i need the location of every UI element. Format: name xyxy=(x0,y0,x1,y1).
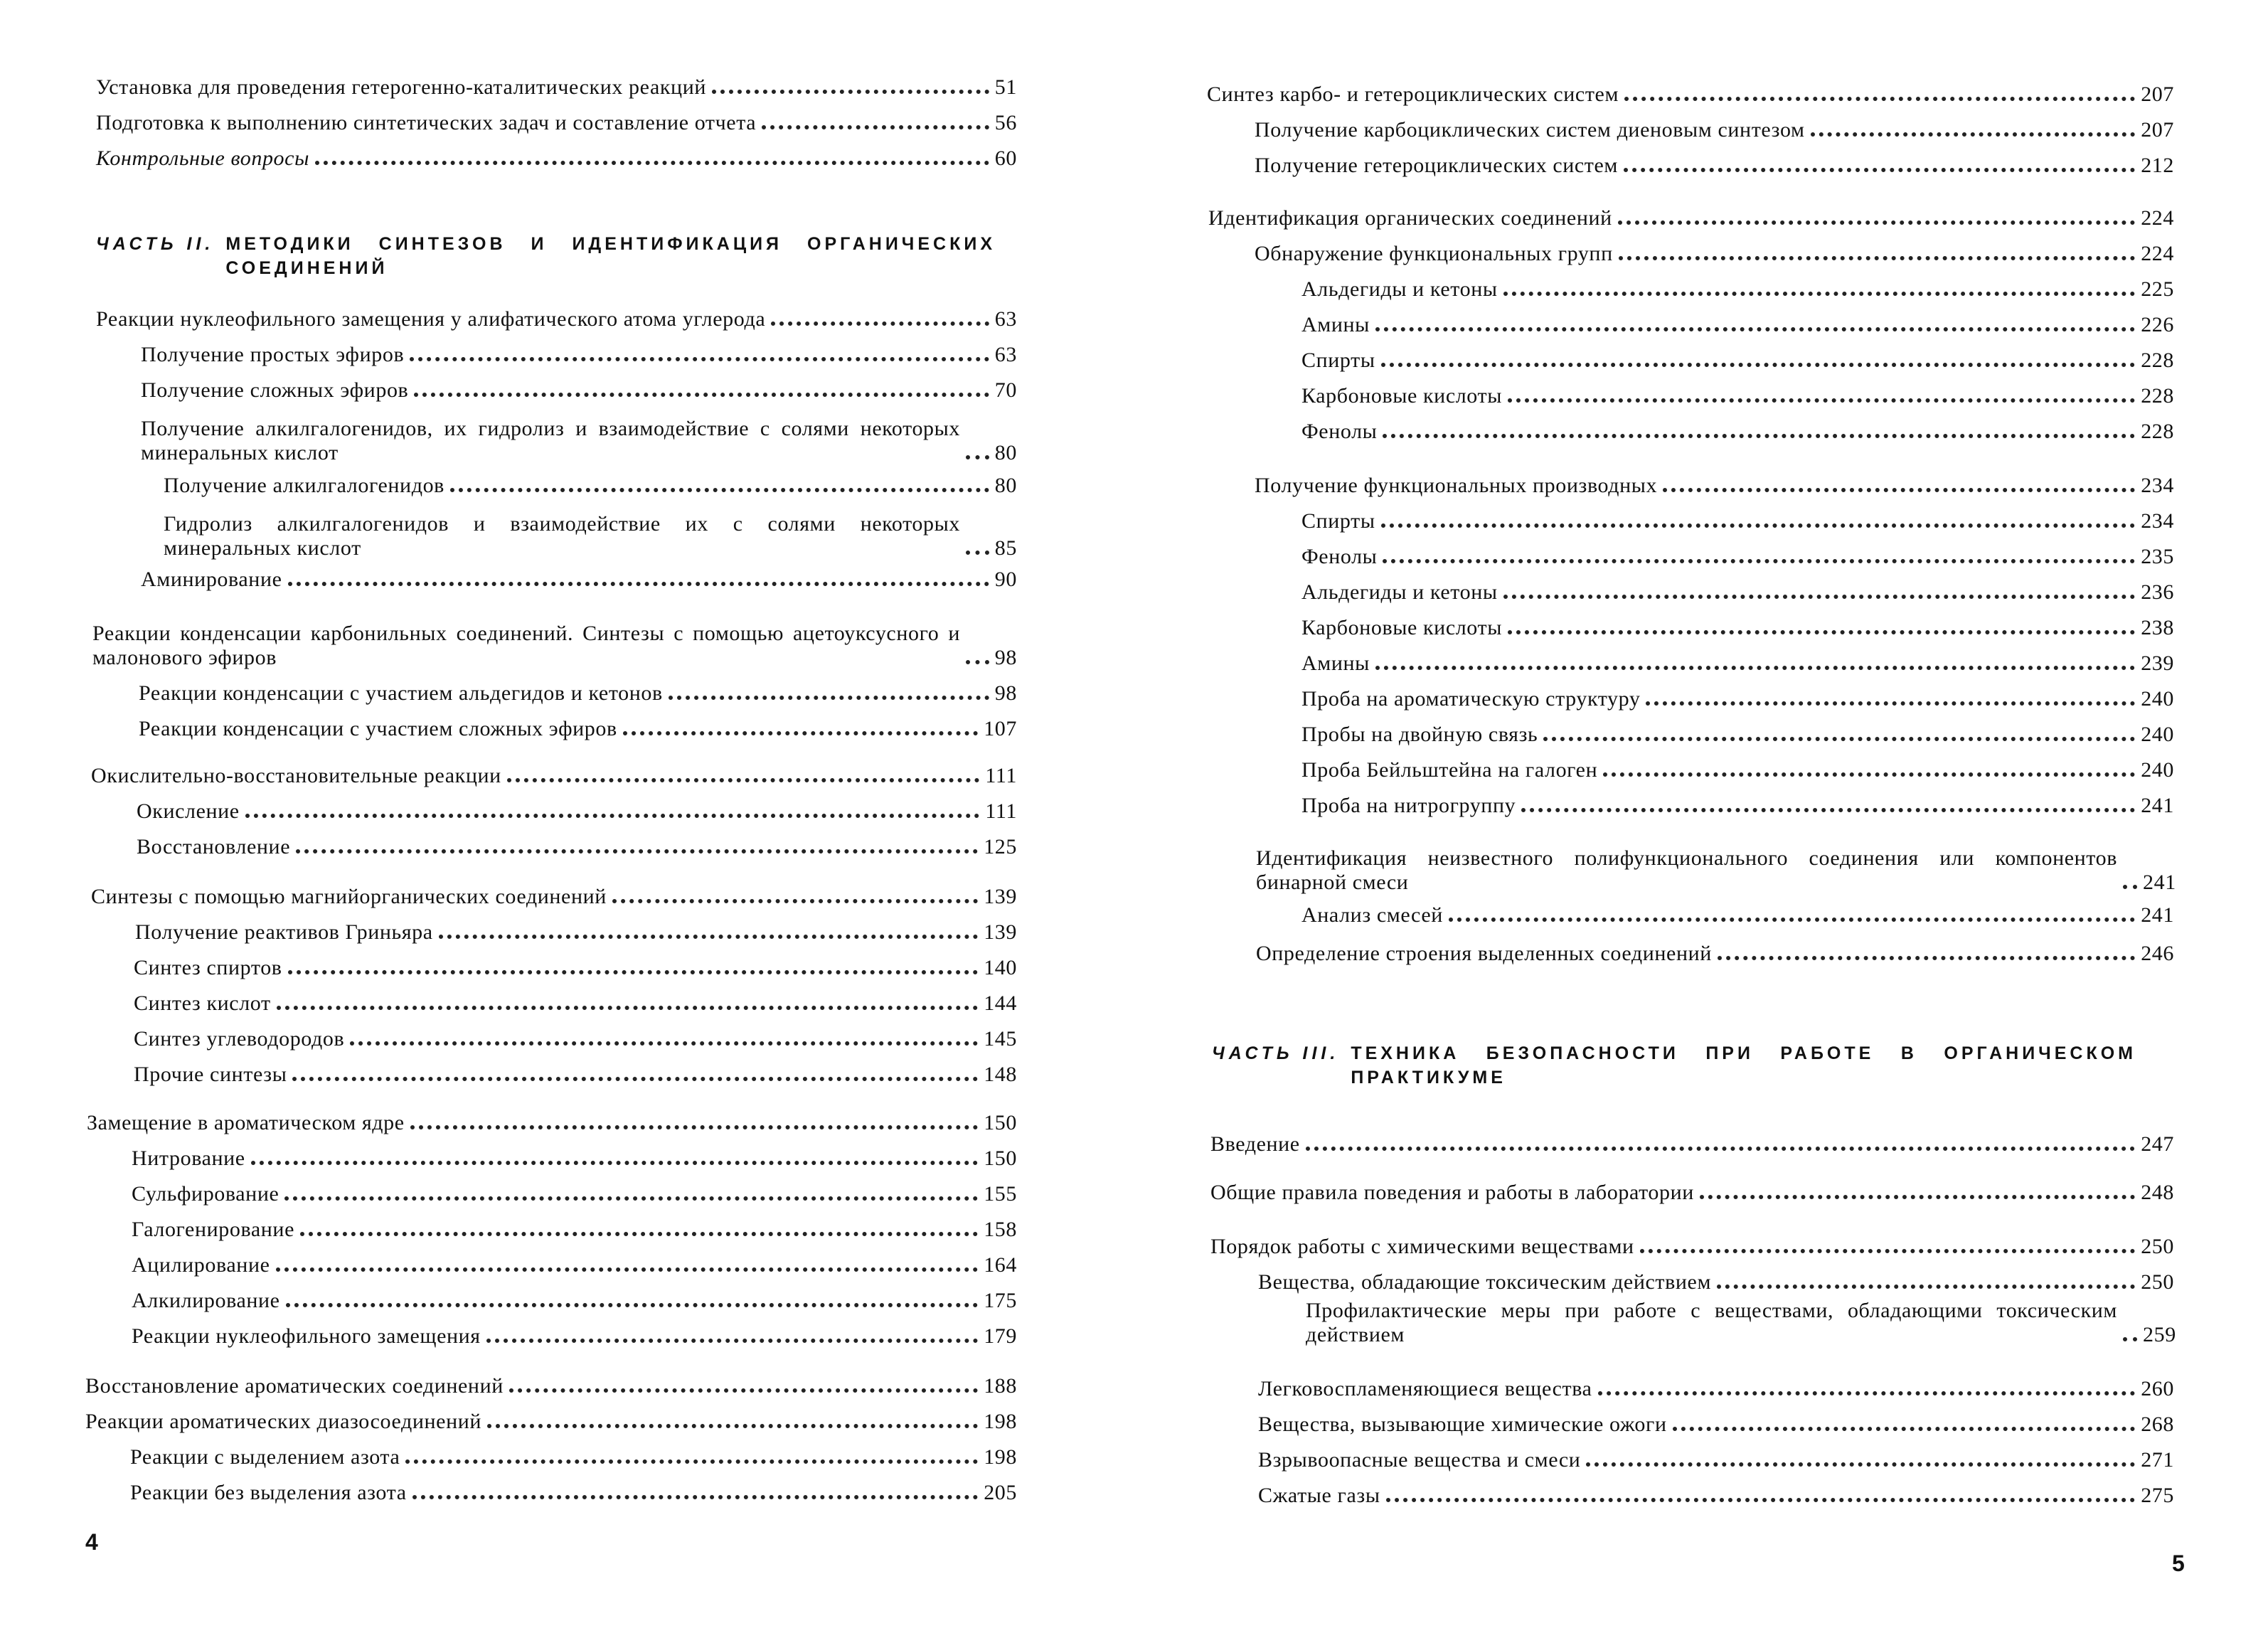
toc-entry-page: 224 xyxy=(2141,242,2174,265)
toc-entry-page: 164 xyxy=(984,1253,1017,1277)
toc-entry-title: Определение строения выделенных соединений xyxy=(1256,942,1712,965)
toc-entry xyxy=(134,1027,1017,1051)
toc-entry-page: 140 xyxy=(984,956,1017,979)
toc-entry-page: 70 xyxy=(994,378,1017,402)
toc-entry-page: 240 xyxy=(2141,758,2174,782)
toc-entry xyxy=(1210,1132,2174,1156)
dot-leader xyxy=(966,455,989,459)
right-page xyxy=(1134,0,2268,1638)
toc-entry-title: Сульфирование xyxy=(132,1182,279,1206)
toc-entry xyxy=(164,512,1017,560)
toc-entry-page: 107 xyxy=(984,717,1017,740)
toc-entry-page: 260 xyxy=(2141,1377,2174,1400)
dot-leader xyxy=(762,125,989,129)
dot-leader xyxy=(487,1424,978,1428)
toc-entry-title: Ацилирование xyxy=(132,1253,270,1277)
toc-entry-page: 271 xyxy=(2141,1448,2174,1472)
toc-entry-title: Идентификация органических соединений xyxy=(1208,206,1612,230)
dot-leader xyxy=(288,970,979,974)
toc-entry xyxy=(134,956,1017,980)
dot-leader xyxy=(1586,1462,2135,1467)
toc-entry-page: 234 xyxy=(2141,474,2174,497)
toc-entry-title: Фенолы xyxy=(1301,545,1378,568)
toc-entry-page: 148 xyxy=(984,1063,1017,1086)
dot-leader xyxy=(315,161,989,165)
dot-leader xyxy=(414,393,989,397)
toc-entry xyxy=(96,111,1017,135)
toc-entry xyxy=(130,1481,1017,1505)
toc-entry xyxy=(132,1147,1017,1171)
toc-entry-title: Сжатые газы xyxy=(1258,1484,1380,1507)
toc-entry xyxy=(1207,83,2174,107)
toc-entry-page: 80 xyxy=(994,441,1017,464)
toc-entry-title: Амины xyxy=(1301,652,1370,675)
toc-entry-title: Установка для проведения гетерогенно-каталитических реакций xyxy=(96,75,706,99)
toc-entry-title: Спирты xyxy=(1301,349,1375,372)
toc-entry-page: 150 xyxy=(984,1111,1017,1134)
toc-entry-title: Введение xyxy=(1210,1132,1300,1156)
toc-entry-title: Получение алкилгалогенидов xyxy=(164,474,444,497)
toc-entry xyxy=(87,1111,1017,1135)
toc-entry xyxy=(1301,420,2174,444)
toc-entry-page: 207 xyxy=(2141,83,2174,106)
dot-leader xyxy=(276,1267,979,1272)
dot-leader xyxy=(1673,1427,2136,1431)
toc-entry-title: Получение простых эфиров xyxy=(141,343,405,366)
toc-entry-title: Амины xyxy=(1301,313,1370,336)
dot-leader xyxy=(1618,220,2135,225)
toc-entry xyxy=(1210,1181,2174,1205)
toc-entry-page: 188 xyxy=(984,1374,1017,1398)
toc-entry-title: Реакции с выделением азота xyxy=(130,1445,400,1469)
toc-entry xyxy=(141,417,1017,465)
toc-entry xyxy=(139,717,1017,741)
toc-entry xyxy=(1301,545,2174,569)
dot-leader xyxy=(1375,666,2135,670)
toc-entry xyxy=(1306,1299,2174,1347)
toc-entry-title: Взрывоопасные вещества и смеси xyxy=(1258,1448,1581,1472)
dot-leader xyxy=(296,849,978,853)
toc-entry-title: Восстановление ароматических соединений xyxy=(85,1374,504,1398)
toc-entry xyxy=(132,1182,1017,1206)
toc-entry-page: 125 xyxy=(984,835,1017,858)
toc-entry xyxy=(1301,652,2174,676)
part-heading xyxy=(1212,1041,2136,1090)
toc-entry-page: 228 xyxy=(2141,384,2174,408)
toc-entry-page: 246 xyxy=(2141,942,2174,965)
toc-entry-title: Вещества, вызывающие химические ожоги xyxy=(1258,1413,1667,1436)
part-heading-label: ЧАСТЬ II. xyxy=(96,234,215,254)
dot-leader xyxy=(450,488,989,492)
toc-entry xyxy=(1301,509,2174,533)
toc-entry-page: 259 xyxy=(2143,1323,2176,1346)
dot-leader xyxy=(1619,256,2135,260)
toc-entry xyxy=(91,885,1017,909)
toc-entry-title: Синтез углеводородов xyxy=(134,1027,345,1051)
dot-leader xyxy=(1663,488,2135,492)
dot-leader xyxy=(1386,1498,2136,1502)
toc-entry xyxy=(1210,1235,2174,1259)
toc-entry xyxy=(134,1063,1017,1087)
dot-leader xyxy=(1306,1147,2135,1151)
dot-leader xyxy=(1700,1195,2135,1199)
toc-entry-page: 238 xyxy=(2141,616,2174,639)
toc-entry-page: 98 xyxy=(994,646,1017,669)
dot-leader xyxy=(623,731,978,735)
toc-entry-page: 241 xyxy=(2141,903,2174,927)
dot-leader xyxy=(1640,1249,2135,1253)
toc-entry-page: 85 xyxy=(994,536,1017,560)
toc-entry-page: 234 xyxy=(2141,509,2174,533)
toc-entry xyxy=(1208,206,2174,230)
toc-entry-title: Синтезы с помощью магнийорганических соединений xyxy=(91,885,607,908)
toc-entry xyxy=(134,991,1017,1016)
toc-entry xyxy=(141,343,1017,367)
toc-entry-title: Альдегиды и кетоны xyxy=(1301,277,1498,301)
toc-entry xyxy=(164,474,1017,498)
toc-entry-page: 240 xyxy=(2141,687,2174,711)
toc-entry-title: Реакции без выделения азота xyxy=(130,1481,407,1504)
toc-entry-page: 60 xyxy=(994,147,1017,170)
toc-entry-title: Получение карбоциклических систем диеновым синтезом xyxy=(1255,118,1805,142)
toc-entry-page: 241 xyxy=(2141,794,2174,817)
toc-entry xyxy=(135,920,1017,945)
toc-entry-title: Проба на нитрогруппу xyxy=(1301,794,1516,817)
toc-entry-page: 98 xyxy=(994,681,1017,705)
toc-entry xyxy=(1255,154,2174,178)
toc-entry-page: 207 xyxy=(2141,118,2174,142)
toc-entry xyxy=(85,1410,1017,1434)
toc-entry-title: Получение гетероциклических систем xyxy=(1255,154,1619,177)
dot-leader xyxy=(1624,168,2135,172)
toc-entry xyxy=(91,764,1017,788)
toc-entry xyxy=(1255,474,2174,498)
dot-leader xyxy=(1383,434,2135,438)
toc-entry-title: Карбоновые кислоты xyxy=(1301,616,1502,639)
dot-leader xyxy=(486,1339,978,1343)
toc-entry-page: 51 xyxy=(994,75,1017,99)
dot-leader xyxy=(1381,363,2136,367)
toc-entry-title: Вещества, обладающие токсическим действием xyxy=(1258,1270,1712,1294)
toc-entry-title: Спирты xyxy=(1301,509,1375,533)
dot-leader xyxy=(245,814,980,818)
toc-entry-page: 240 xyxy=(2141,723,2174,746)
toc-entry-title: Подготовка к выполнению синтетических задач и составление отчета xyxy=(96,111,757,134)
toc-entry xyxy=(92,622,1017,670)
toc-entry xyxy=(1258,1377,2174,1401)
toc-entry xyxy=(1258,1484,2174,1508)
toc-entry xyxy=(1301,384,2174,408)
toc-entry-title: Анализ смесей xyxy=(1301,903,1443,927)
toc-entry xyxy=(1258,1413,2174,1437)
toc-entry xyxy=(1301,903,2174,927)
toc-entry-title: Проба на ароматическую структуру xyxy=(1301,687,1641,711)
dot-leader xyxy=(1381,523,2136,528)
page-number-left: 4 xyxy=(85,1529,98,1555)
dot-leader xyxy=(410,1125,979,1129)
toc-entry-title: Замещение в ароматическом ядре xyxy=(87,1111,405,1134)
toc-entry-page: 235 xyxy=(2141,545,2174,568)
toc-entry-page: 228 xyxy=(2141,420,2174,443)
dot-leader xyxy=(412,1495,979,1499)
toc-entry-title: Гидролиз алкилгалогенидов и взаимодействие их с солями некоторых минеральных кислот xyxy=(164,512,960,560)
toc-entry-page: 225 xyxy=(2141,277,2174,301)
toc-entry-title: Аминирование xyxy=(141,568,282,591)
toc-entry-page: 250 xyxy=(2141,1235,2174,1258)
toc-entry-title: Нитрование xyxy=(132,1147,245,1170)
toc-entry xyxy=(1301,687,2174,711)
toc-entry xyxy=(1301,580,2174,605)
toc-entry-page: 226 xyxy=(2141,313,2174,336)
dot-leader xyxy=(1646,701,2135,706)
dot-leader xyxy=(1449,918,2135,922)
dot-leader xyxy=(350,1041,978,1046)
toc-entry-title: Проба Бейльштейна на галоген xyxy=(1301,758,1598,782)
toc-entry-title: Синтез карбо- и гетероциклических систем xyxy=(1207,83,1619,106)
toc-entry-page: 239 xyxy=(2141,652,2174,675)
part-heading-label: ЧАСТЬ III. xyxy=(1212,1043,1340,1063)
toc-entry-title: Обнаружение функциональных групп xyxy=(1255,242,1613,265)
toc-entry-title: Реакции конденсации карбонильных соединений. Синтезы с помощью ацетоуксусного и малонового эфиров xyxy=(92,622,960,669)
toc-entry-page: 236 xyxy=(2141,580,2174,604)
dot-leader xyxy=(288,582,989,586)
toc-entry-page: 198 xyxy=(984,1445,1017,1469)
toc-entry xyxy=(1255,242,2174,266)
toc-entry xyxy=(141,378,1017,403)
toc-entry xyxy=(1301,723,2174,747)
toc-entry-page: 228 xyxy=(2141,349,2174,372)
dot-leader xyxy=(405,1459,978,1464)
toc-entry-title: Карбоновые кислоты xyxy=(1301,384,1502,408)
toc-entry xyxy=(85,1374,1017,1398)
part-heading-text: ТЕХНИКА БЕЗОПАСНОСТИ ПРИ РАБОТЕ В ОРГАНИЧЕСКОМ ПРАКТИКУМЕ xyxy=(1351,1043,2136,1087)
toc-entry-title: Общие правила поведения и работы в лаборатории xyxy=(1210,1181,1694,1204)
dot-leader xyxy=(1718,956,2135,960)
toc-entry-title: Получение функциональных производных xyxy=(1255,474,1658,497)
dot-leader xyxy=(277,1006,978,1010)
toc-entry-page: 111 xyxy=(985,764,1017,787)
toc-entry-title: Фенолы xyxy=(1301,420,1378,443)
toc-entry-page: 155 xyxy=(984,1182,1017,1206)
page-number-right: 5 xyxy=(2172,1551,2185,1576)
toc-entry xyxy=(1256,942,2174,966)
toc-entry-title: Галогенирование xyxy=(132,1218,294,1241)
toc-entry-page: 150 xyxy=(984,1147,1017,1170)
toc-entry-page: 268 xyxy=(2141,1413,2174,1436)
dot-leader xyxy=(507,778,980,782)
dot-leader xyxy=(286,1303,979,1307)
toc-entry-page: 139 xyxy=(984,920,1017,944)
toc-entry xyxy=(1258,1448,2174,1472)
toc-entry-page: 241 xyxy=(2143,871,2176,894)
toc-entry-page: 80 xyxy=(994,474,1017,497)
part-heading xyxy=(96,232,996,280)
dot-leader xyxy=(966,660,989,664)
toc-entry-title: Алкилирование xyxy=(132,1289,280,1312)
dot-leader xyxy=(712,90,989,94)
dot-leader xyxy=(1598,1391,2136,1395)
toc-entry xyxy=(1301,277,2174,302)
dot-leader xyxy=(284,1196,978,1201)
toc-entry-page: 158 xyxy=(984,1218,1017,1241)
toc-entry-title: Прочие синтезы xyxy=(134,1063,287,1086)
toc-entry xyxy=(137,835,1017,859)
dot-leader xyxy=(1603,772,2135,777)
toc-entry-title: Реакции нуклеофильного замещения xyxy=(132,1324,481,1348)
dot-leader xyxy=(1521,808,2135,812)
toc-entry xyxy=(96,307,1017,331)
toc-entry xyxy=(1301,758,2174,782)
toc-entry-page: 247 xyxy=(2141,1132,2174,1156)
toc-entry-page: 275 xyxy=(2141,1484,2174,1507)
toc-entry xyxy=(1301,794,2174,818)
part-heading-text: МЕТОДИКИ СИНТЕЗОВ И ИДЕНТИФИКАЦИЯ ОРГАНИЧЕСКИХ СОЕДИНЕНИЙ xyxy=(225,234,996,278)
toc-entry-page: 198 xyxy=(984,1410,1017,1433)
toc-entry xyxy=(1258,1270,2174,1294)
toc-entry-title: Получение реактивов Гриньяра xyxy=(135,920,433,944)
dot-leader xyxy=(1503,292,2136,296)
toc-entry-page: 139 xyxy=(984,885,1017,908)
dot-leader xyxy=(292,1077,978,1081)
toc-entry-page: 90 xyxy=(994,568,1017,591)
toc-entry-page: 212 xyxy=(2141,154,2174,177)
dot-leader xyxy=(1717,1285,2135,1289)
toc-entry-title: Реакции конденсации с участием сложных эфиров xyxy=(139,717,617,740)
toc-entry-title: Реакции нуклеофильного замещения у алифатического атома углерода xyxy=(96,307,766,331)
toc-entry-title: Получение алкилгалогенидов, их гидролиз и взаимодействие с солями некоторых минеральных кислот xyxy=(141,417,960,464)
toc-entry-title: Восстановление xyxy=(137,835,291,858)
toc-entry-title: Реакции конденсации с участием альдегидов и кетонов xyxy=(139,681,663,705)
toc-entry-page: 63 xyxy=(994,343,1017,366)
right-toc xyxy=(1134,0,2268,1638)
dot-leader xyxy=(509,1388,978,1393)
toc-entry-title: Идентификация неизвестного полифункционального соединения или компонентов бинарной смеси xyxy=(1256,846,2117,894)
toc-entry-title: Порядок работы с химическими веществами xyxy=(1210,1235,1634,1258)
dot-leader xyxy=(300,1232,978,1236)
toc-entry-page: 248 xyxy=(2141,1181,2174,1204)
dot-leader xyxy=(771,321,989,326)
toc-entry xyxy=(1255,118,2174,142)
toc-entry-title: Синтез кислот xyxy=(134,991,271,1015)
dot-leader xyxy=(1508,630,2135,634)
toc-entry xyxy=(132,1253,1017,1277)
toc-entry xyxy=(1301,349,2174,373)
toc-entry xyxy=(96,147,1017,171)
toc-entry xyxy=(132,1324,1017,1349)
toc-entry xyxy=(139,681,1017,706)
dot-leader xyxy=(1624,97,2135,101)
toc-entry-title: Получение сложных эфиров xyxy=(141,378,409,402)
toc-entry xyxy=(1301,313,2174,337)
toc-entry xyxy=(137,799,1017,824)
dot-leader xyxy=(612,899,978,903)
toc-entry-title: Контрольные вопросы xyxy=(96,147,309,170)
toc-entry-page: 205 xyxy=(984,1481,1017,1504)
toc-entry-page: 144 xyxy=(984,991,1017,1015)
dot-leader xyxy=(1811,132,2136,137)
toc-entry-title: Синтез спиртов xyxy=(134,956,282,979)
dot-leader xyxy=(251,1161,978,1165)
toc-entry-title: Реакции ароматических диазосоединений xyxy=(85,1410,482,1433)
toc-entry-title: Профилактические меры при работе с веществами, обладающими токсическим действием xyxy=(1306,1299,2117,1346)
dot-leader xyxy=(439,935,978,939)
toc-entry-page: 250 xyxy=(2141,1270,2174,1294)
toc-entry xyxy=(132,1289,1017,1313)
dot-leader xyxy=(1543,737,2135,741)
toc-entry-page: 224 xyxy=(2141,206,2174,230)
toc-entry-page: 56 xyxy=(994,111,1017,134)
dot-leader xyxy=(410,357,989,361)
dot-leader xyxy=(669,696,989,700)
toc-entry-title: Окислительно-восстановительные реакции xyxy=(91,764,501,787)
toc-entry-title: Окисление xyxy=(137,799,240,823)
toc-entry xyxy=(132,1218,1017,1242)
dot-leader xyxy=(2123,885,2137,889)
dot-leader xyxy=(1375,327,2135,331)
toc-entry-title: Пробы на двойную связь xyxy=(1301,723,1538,746)
toc-entry xyxy=(1301,616,2174,640)
dot-leader xyxy=(1503,595,2136,599)
dot-leader xyxy=(2123,1337,2137,1341)
toc-entry-page: 63 xyxy=(994,307,1017,331)
dot-leader xyxy=(966,551,989,555)
toc-entry-title: Легковоспламеняющиеся вещества xyxy=(1258,1377,1592,1400)
dot-leader xyxy=(1383,559,2135,563)
toc-entry xyxy=(1256,846,2174,895)
dot-leader xyxy=(1508,398,2135,403)
toc-entry xyxy=(130,1445,1017,1469)
toc-entry-title: Альдегиды и кетоны xyxy=(1301,580,1498,604)
toc-entry-page: 111 xyxy=(985,799,1017,823)
toc-entry xyxy=(141,568,1017,592)
toc-entry-page: 145 xyxy=(984,1027,1017,1051)
toc-entry-page: 175 xyxy=(984,1289,1017,1312)
toc-entry xyxy=(96,75,1017,100)
toc-entry-page: 179 xyxy=(984,1324,1017,1348)
